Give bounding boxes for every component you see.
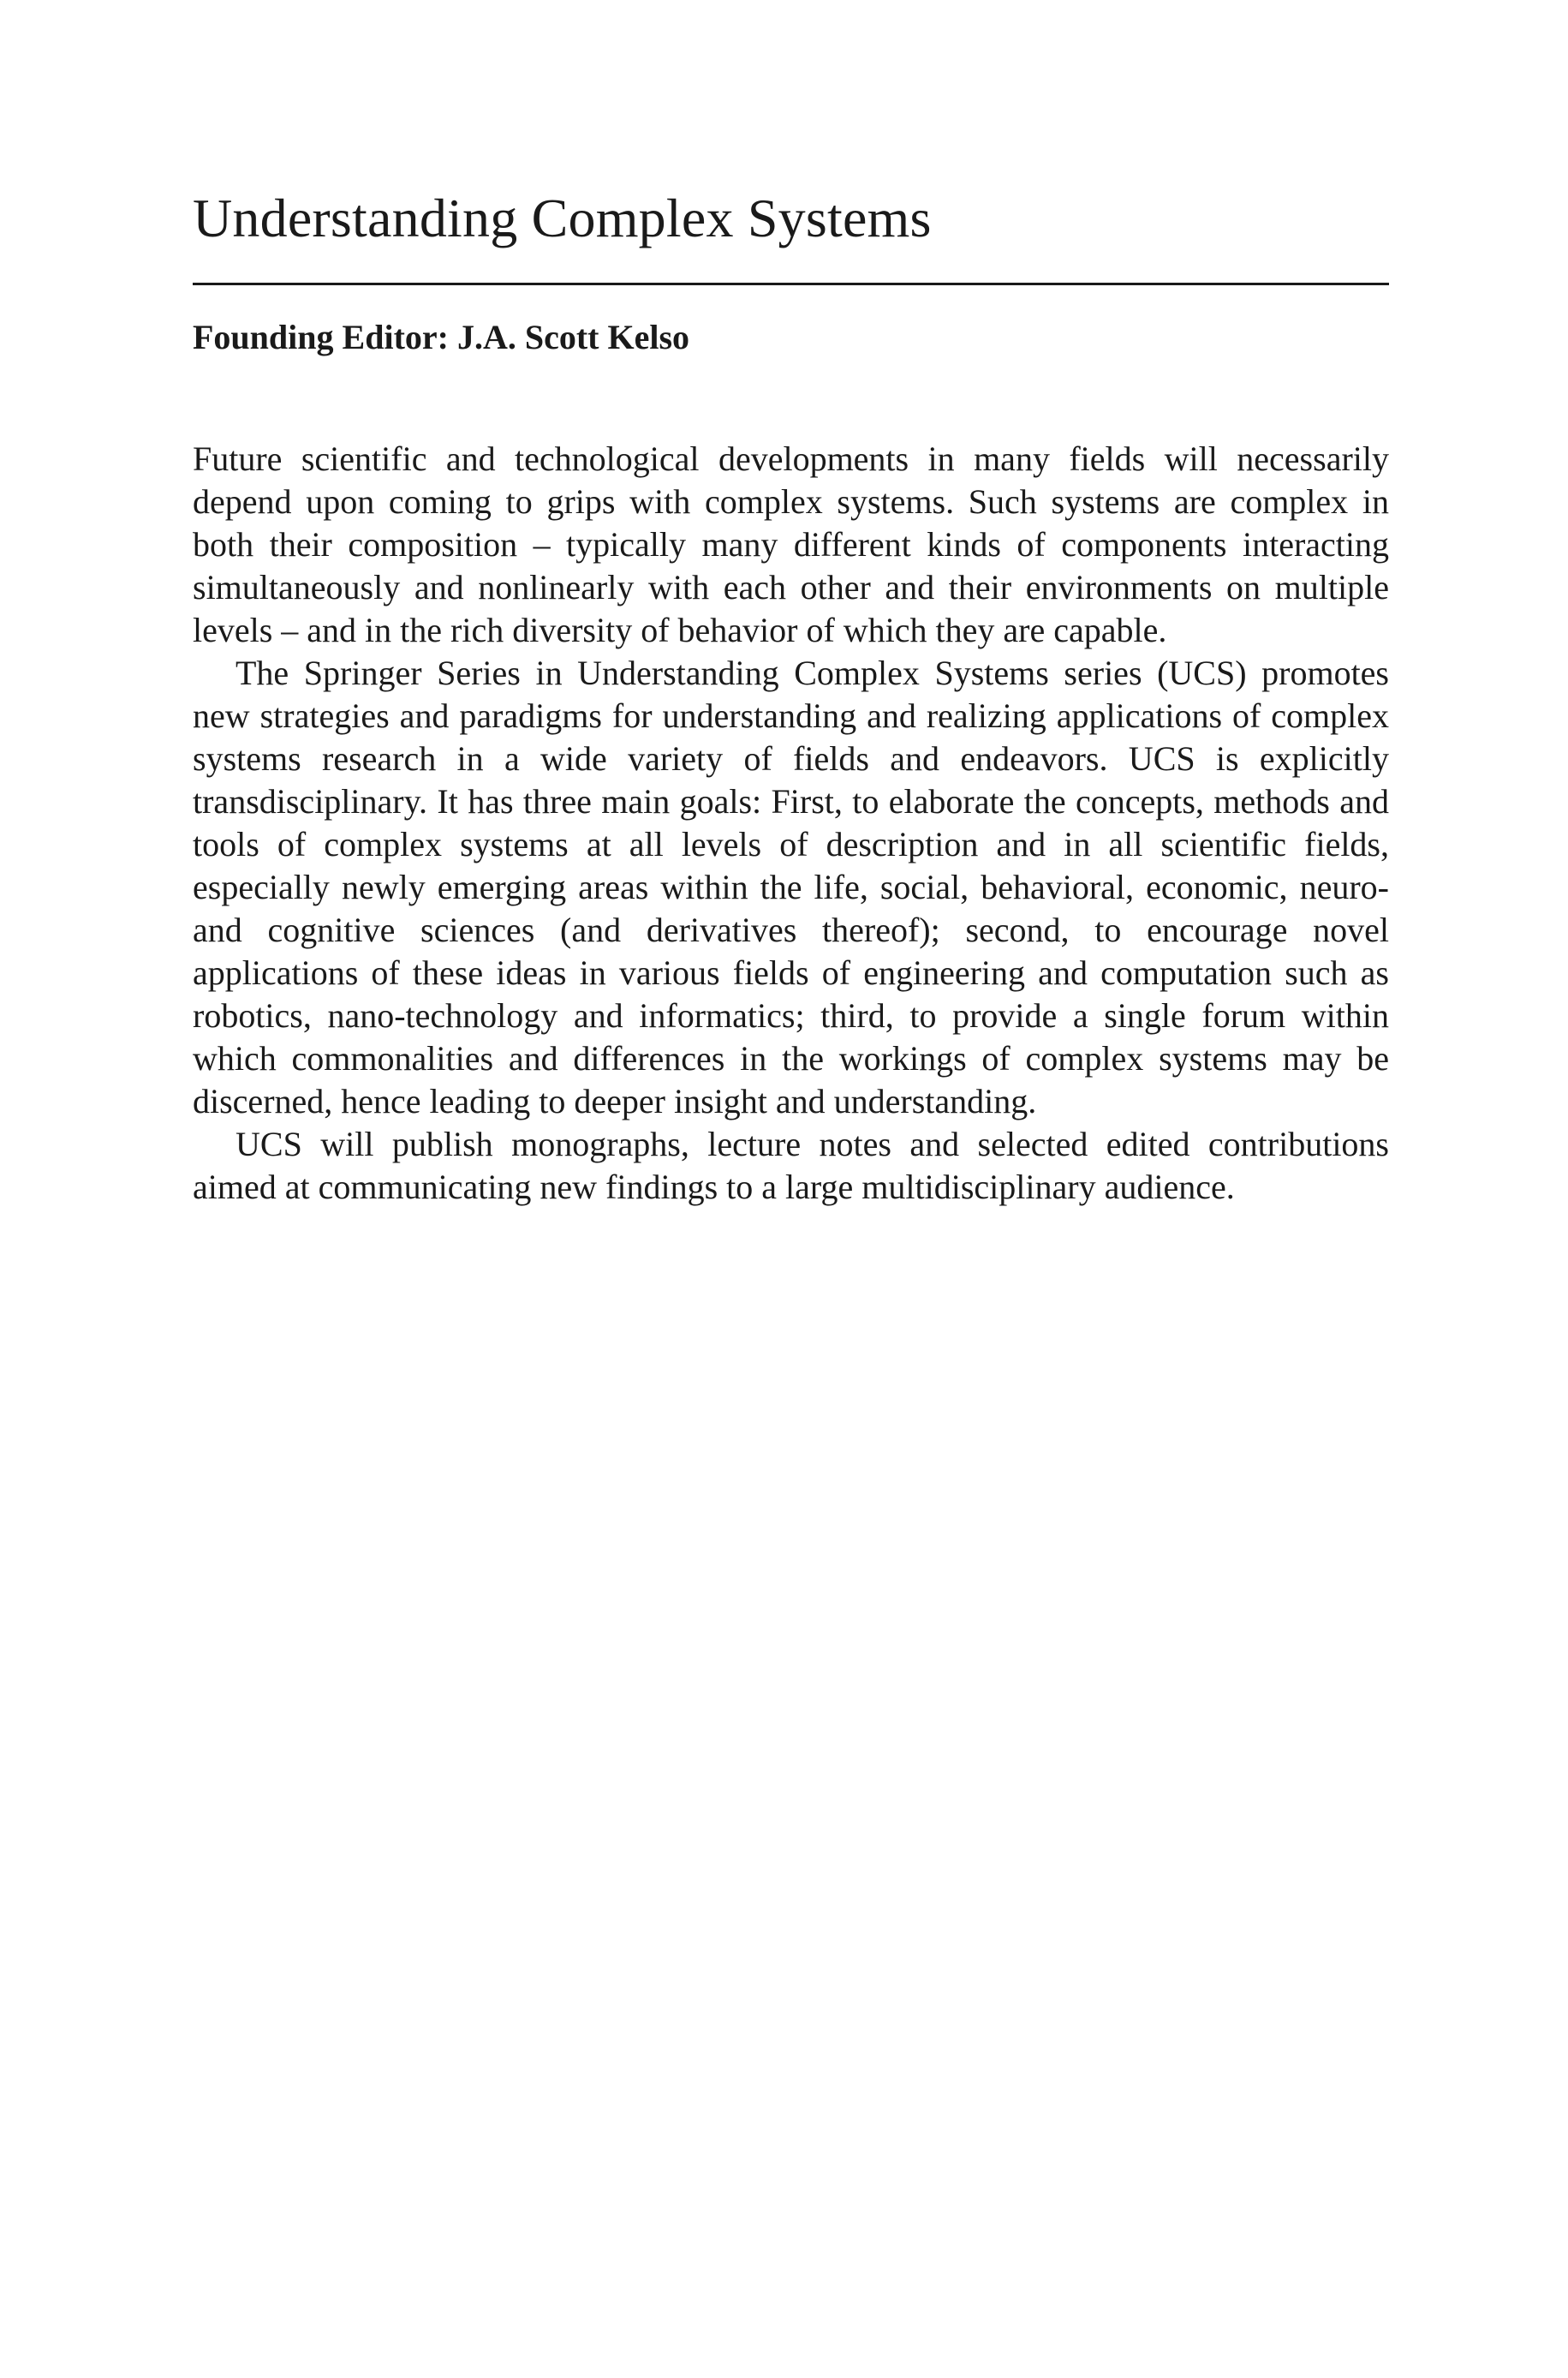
series-title: Understanding Complex Systems	[193, 188, 932, 248]
founding-editor: Founding Editor: J.A. Scott Kelso	[193, 318, 690, 356]
paragraph-goals: The Springer Series in Understanding Complex Systems series (UCS) promotes new strategies and paradigms for understanding and realizing applications of complex systems research in a wide variety of fields and endeavors. UCS is explicitly transdisciplinary. It has three main goals: First, to elaborate the concepts, methods and tools of complex systems at all levels of description and in all scientific fields, especially newly emerging areas within the life, social, behavioral, economic, neuro- and cognitive sciences (and derivatives thereof); second, to encourage novel applications of these ideas in various fields of engineering and computation such as robotics, nano-technology and informatics; third, to provide a single forum within which commonalities and differences in the workings of complex systems may be discerned, hence leading to deeper insight and understanding.	[193, 654, 1389, 1120]
series-description	[193, 438, 1389, 1209]
paragraph-intro: Future scientific and technological developments in many fields will necessarily depend upon coming to grips with complex systems. Such systems are complex in both their composition – typically many different kinds of components interacting simultaneously and nonlinearly with each other and their environments on multiple levels – and in the rich diversity of behavior of which they are capable.	[193, 439, 1389, 649]
title-rule	[193, 283, 1389, 285]
paragraph-publications: UCS will publish monographs, lecture notes and selected edited contributions aimed at communicating new findings to a large multidisciplinary audience.	[193, 1125, 1389, 1206]
